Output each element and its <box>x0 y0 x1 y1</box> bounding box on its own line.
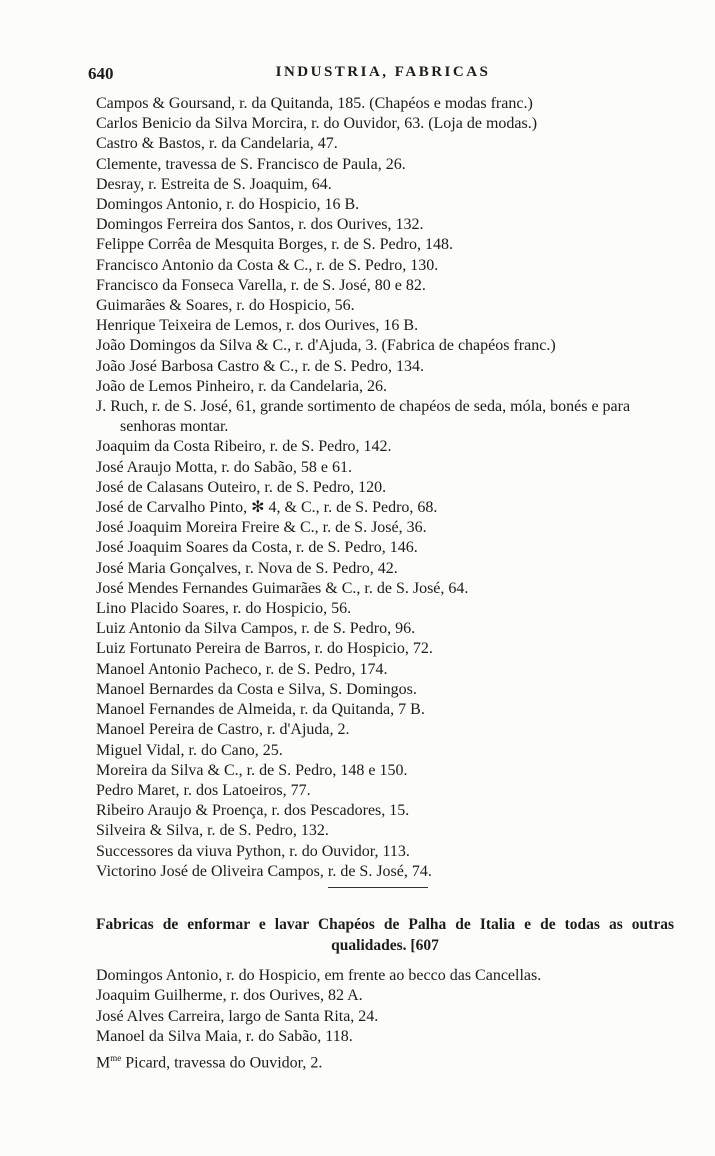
list-item: João de Lemos Pinheiro, r. da Candelaria, 26. <box>96 377 388 395</box>
list-item: José de Calasans Outeiro, r. de S. Pedro, 120. <box>96 478 387 496</box>
list-item: Manoel Pereira de Castro, r. d'Ajuda, 2. <box>96 721 350 739</box>
list-item: João Domingos da Silva & C., r. d'Ajuda, 3. (Fabrica de chapéos franc.) <box>96 337 556 355</box>
list-item: Luiz Fortunato Pereira de Barros, r. do Hospicio, 72. <box>96 640 433 658</box>
list-item: Victorino José de Oliveira Campos, r. de S. José, 74. <box>96 862 432 880</box>
section-title: Fabricas de enformar e lavar Chapéos de Palha de Italia e de todas as outras qualidades. [607 <box>96 916 674 954</box>
list-item: Domingos Antonio, r. do Hospicio, em frente ao becco das Cancellas. <box>96 967 542 984</box>
list-item: J. Ruch, r. de S. José, 61, grande sortimento de chapéos de seda, móla, bonés e para senhoras montar. <box>96 398 631 436</box>
list-item: José Araujo Motta, r. do Sabão, 58 e 61. <box>96 458 352 476</box>
list-item: Castro & Bastos, r. da Candelaria, 47. <box>96 135 338 153</box>
list-item: Desray, r. Estreita de S. Joaquim, 64. <box>96 175 332 193</box>
entry-list-2 <box>96 966 676 1073</box>
list-item: Henrique Teixeira de Lemos, r. dos Ourives, 16 B. <box>96 317 419 335</box>
list-item: Domingos Antonio, r. do Hospicio, 16 B. <box>96 196 360 214</box>
list-item: Campos & Goursand, r. da Quitanda, 185. (Chapéos e modas franc.) <box>96 95 533 112</box>
page-number: 640 <box>88 64 114 83</box>
list-item: Luiz Antonio da Silva Campos, r. de S. Pedro, 96. <box>96 620 416 638</box>
section-divider <box>328 887 428 888</box>
list-item: Manoel Fernandes de Almeida, r. da Quitanda, 7 B. <box>96 701 425 719</box>
list-item: Francisco Antonio da Costa & C., r. de S. Pedro, 130. <box>96 256 439 274</box>
list-item: Felippe Corrêa de Mesquita Borges, r. de S. Pedro, 148. <box>96 236 453 254</box>
title-abbrev: M <box>96 1053 111 1071</box>
last-entry-text: Picard, travessa do Ouvidor, 2. <box>121 1053 323 1071</box>
list-item: Joaquim da Costa Ribeiro, r. de S. Pedro, 142. <box>96 438 392 456</box>
list-item: José Mendes Fernandes Guimarães & C., r. de S. José, 64. <box>96 579 469 597</box>
list-item-last <box>96 1048 676 1074</box>
list-item: José Alves Carreira, largo de Santa Rita, 24. <box>96 1007 379 1025</box>
list-item: Francisco da Fonseca Varella, r. de S. José, 80 e 82. <box>96 276 426 294</box>
list-item: Manoel Bernardes da Costa e Silva, S. Domingos. <box>96 680 417 698</box>
list-item: Carlos Benicio da Silva Morcira, r. do Ouvidor, 63. (Loja de modas.) <box>96 115 538 133</box>
entry-list <box>96 94 676 882</box>
list-item: Manoel da Silva Maia, r. do Sabão, 118. <box>96 1028 353 1046</box>
list-item: José Joaquim Soares da Costa, r. de S. Pedro, 146. <box>96 539 418 557</box>
list-item: Ribeiro Araujo & Proença, r. dos Pescadores, 15. <box>96 802 410 820</box>
list-item: Pedro Maret, r. dos Latoeiros, 77. <box>96 781 311 799</box>
list-item: Clemente, travessa de S. Francisco de Paula, 26. <box>96 155 406 173</box>
list-item: Lino Placido Soares, r. do Hospicio, 56. <box>96 600 352 618</box>
title-abbrev-sup: me <box>110 1052 122 1063</box>
list-item: Domingos Ferreira dos Santos, r. dos Ourives, 132. <box>96 216 424 234</box>
list-item: Manoel Antonio Pacheco, r. de S. Pedro, 174. <box>96 660 388 678</box>
page-header <box>88 64 678 86</box>
list-item: José de Carvalho Pinto, ✻ 4, & C., r. de S. Pedro, 68. <box>96 499 438 517</box>
running-title: INDUSTRIA, FABRICAS <box>275 64 491 80</box>
list-item: Successores da viuva Python, r. do Ouvidor, 113. <box>96 842 410 860</box>
list-item: Joaquim Guilherme, r. dos Ourives, 82 A. <box>96 987 363 1005</box>
list-item: José Maria Gonçalves, r. Nova de S. Pedro, 42. <box>96 559 398 577</box>
list-item: Guimarães & Soares, r. do Hospicio, 56. <box>96 297 355 315</box>
list-item: Silveira & Silva, r. de S. Pedro, 132. <box>96 822 329 840</box>
list-item: João José Barbosa Castro & C., r. de S. Pedro, 134. <box>96 357 424 375</box>
list-item: Moreira da Silva & C., r. de S. Pedro, 148 e 150. <box>96 761 408 779</box>
list-item: Miguel Vidal, r. do Cano, 25. <box>96 741 283 759</box>
list-item: José Joaquim Moreira Freire & C., r. de S. José, 36. <box>96 519 427 537</box>
